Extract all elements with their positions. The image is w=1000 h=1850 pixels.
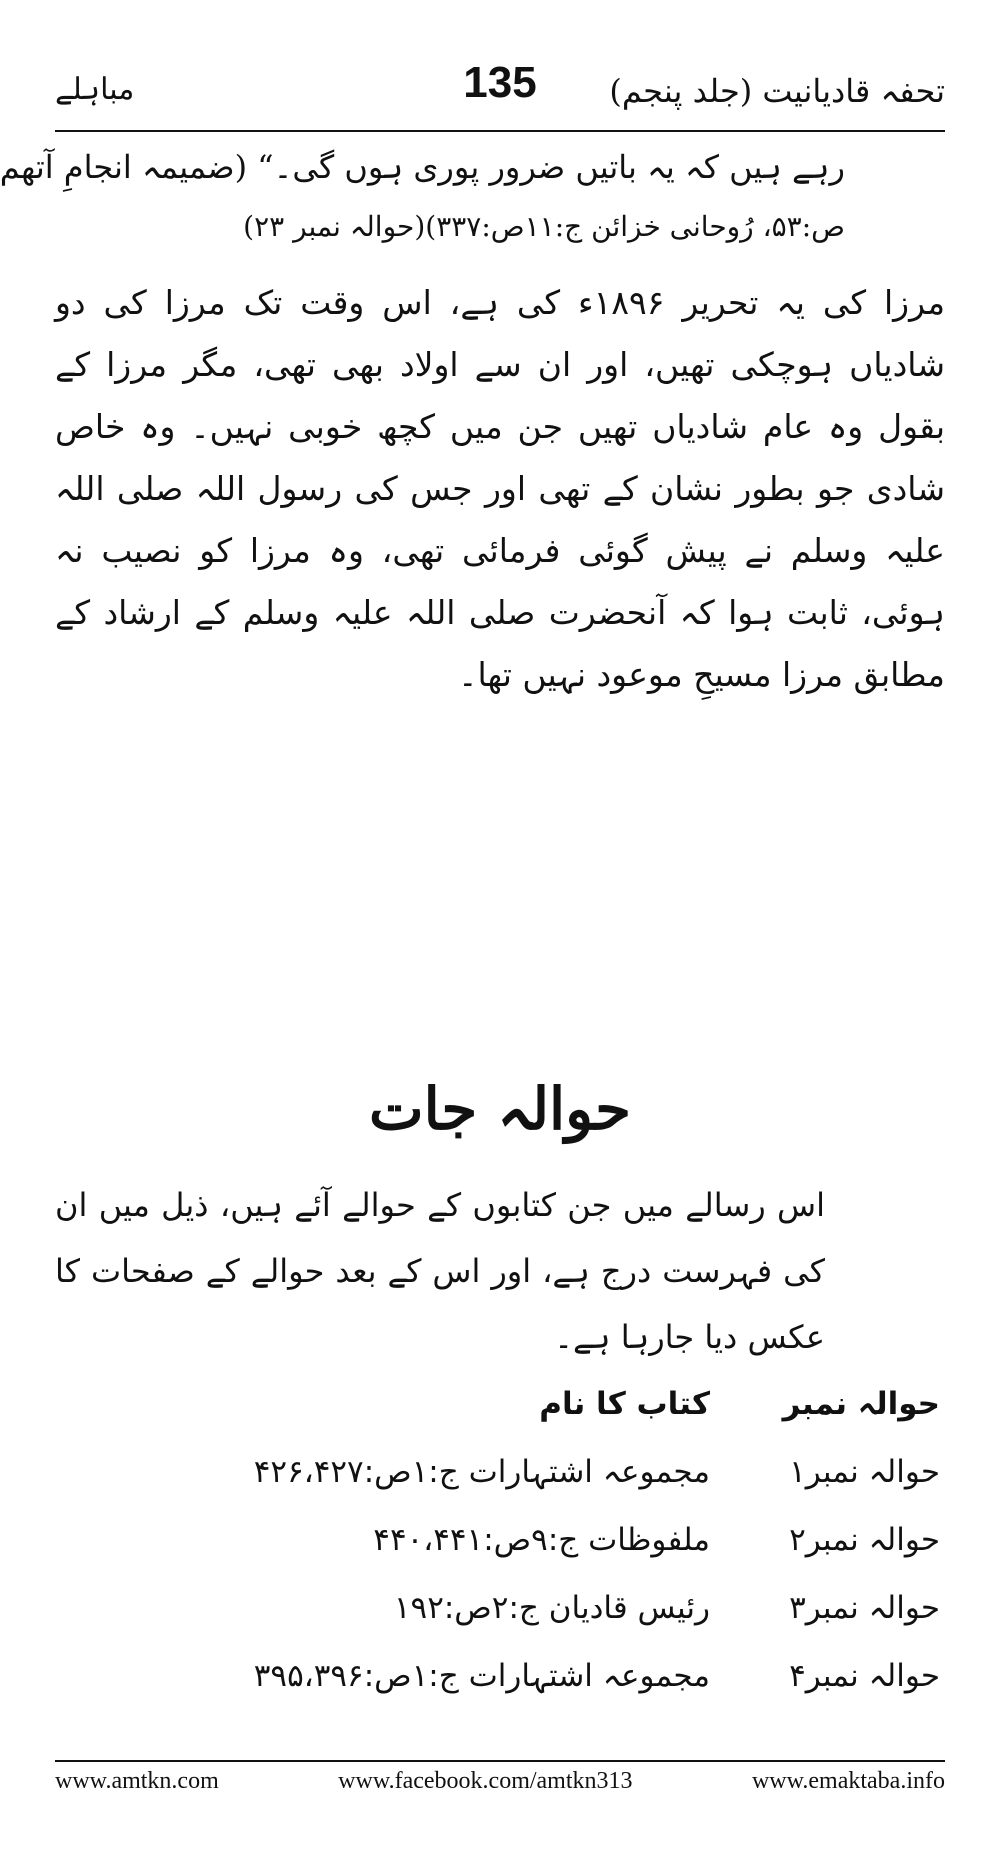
page-number: 135 (463, 58, 537, 107)
page-footer (55, 1768, 945, 1795)
body-paragraph: مرزا کی یہ تحریر ۱۸۹۶ء کی ہے، اس وقت تک مرزا کی دو شادیاں ہوچکی تھیں، اور ان سے اولاد بھی تھی، مگر مرزا کے بقول وہ عام شادیاں تھیں جن میں کچھ خوبی نہیں۔ وہ خاص شادی جو بطور نشان کے تھی اور جس کی رسول اللہ صلی اللہ علیہ وسلم نے پیش گوئی فرمائی تھی، وہ مرزا کو نصیب نہ ہوئی، ثابت ہوا کہ آنحضرت صلی اللہ علیہ وسلم کے ارشاد کے مطابق مرزا مسیحِ موعود نہیں تھا۔ (55, 283, 945, 694)
reference-row (60, 1642, 940, 1710)
footer-link-emaktaba[interactable]: www.emaktaba.info (751, 1768, 945, 1794)
references-table (60, 1370, 940, 1710)
reference-row (60, 1574, 940, 1642)
reference-book: ملفوظات ج:۹ص:۴۴۰،۴۴۱ (373, 1522, 710, 1558)
column-header-number: حوالہ نمبر (782, 1386, 940, 1422)
footer-link-amtkn[interactable]: www.amtkn.com (55, 1768, 219, 1794)
reference-number: حوالہ نمبر۳ (789, 1590, 940, 1626)
column-header-book: کتاب کا نام (539, 1386, 710, 1422)
section-name: مباہلے (55, 72, 135, 107)
book-title: تحفہ قادیانیت (جلد پنجم) (609, 72, 945, 110)
reference-number: حوالہ نمبر۱ (789, 1454, 940, 1490)
reference-row (60, 1438, 940, 1506)
footer-link-facebook[interactable]: www.facebook.com/amtkn313 (338, 1768, 633, 1794)
reference-row (60, 1506, 940, 1574)
quote-citation: ص:۵۳، رُوحانی خزائن ج:۱۱ص:۳۳۷)(حوالہ نمبر ۲۳) (243, 210, 845, 243)
footer-divider (55, 1760, 945, 1762)
header-divider (55, 130, 945, 132)
reference-number: حوالہ نمبر۲ (789, 1522, 940, 1558)
references-intro: اس رسالے میں جن کتابوں کے حوالے آئے ہیں، ذیل میں ان کی فہرست درج ہے، اور اس کے بعد حوالے کے صفحات کا عکس دیا جارہا ہے۔ (55, 1186, 825, 1356)
page-header (55, 50, 945, 130)
reference-book: رئیس قادیان ج:۲ص:۱۹۲ (393, 1590, 710, 1626)
references-title: حوالہ جات (369, 1075, 631, 1143)
references-header-row (60, 1370, 940, 1438)
reference-book: مجموعہ اشتہارات ج:۱ص:۴۲۶،۴۲۷ (253, 1454, 710, 1490)
quote-line-1: رہے ہیں کہ یہ باتیں ضرور پوری ہوں گی۔“ (ضمیمہ انجامِ آتھم (0, 148, 845, 186)
reference-number: حوالہ نمبر۴ (789, 1658, 940, 1694)
reference-book: مجموعہ اشتہارات ج:۱ص:۳۹۵،۳۹۶ (253, 1658, 710, 1694)
